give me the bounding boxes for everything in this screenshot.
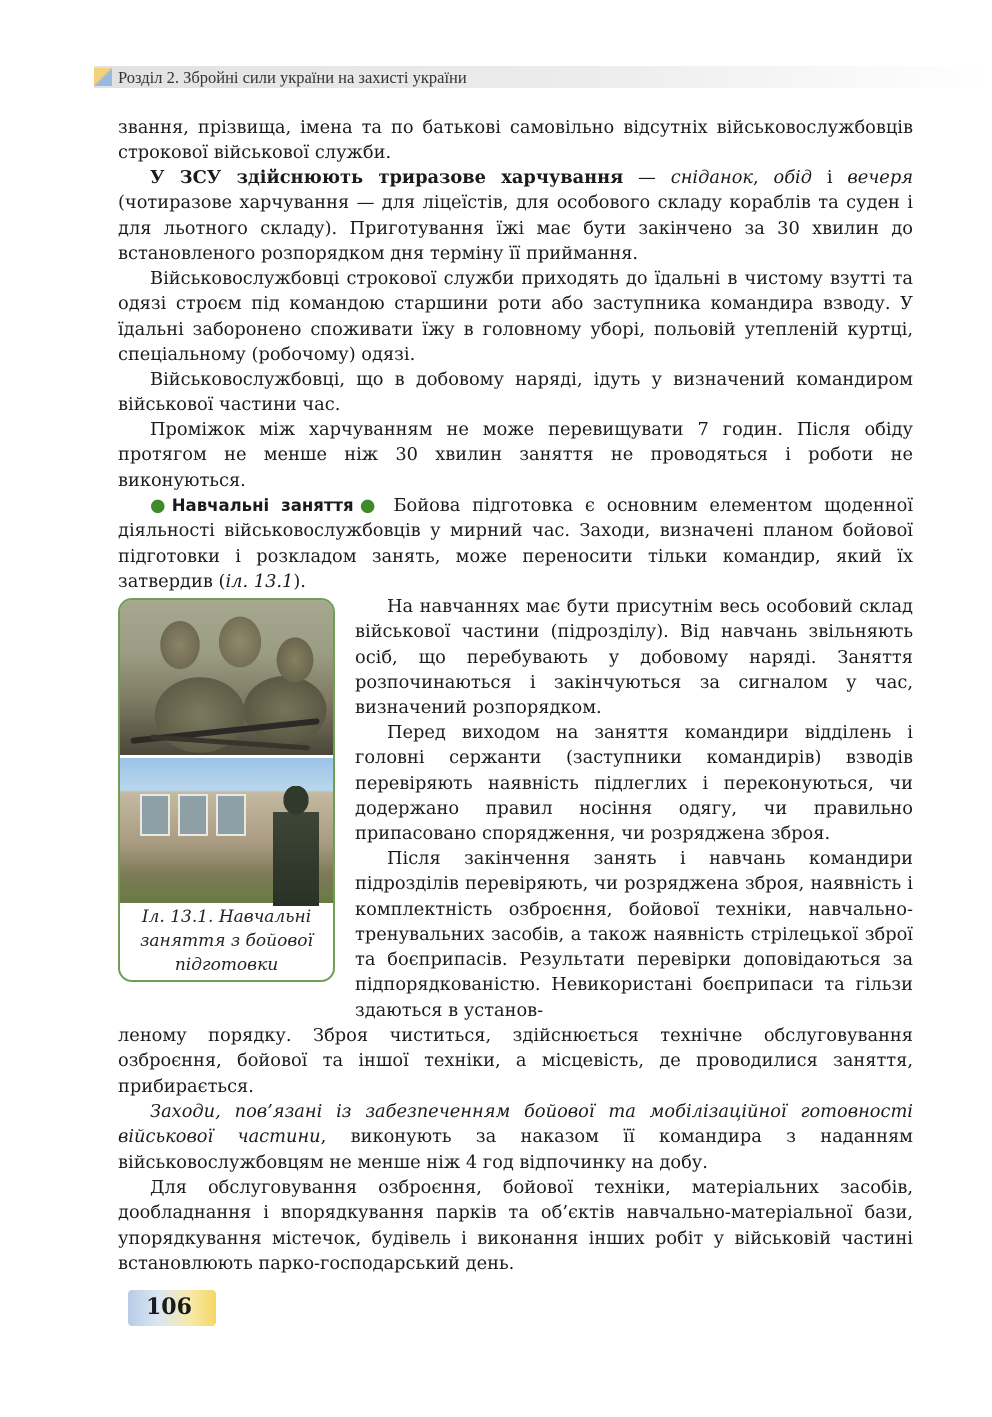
paragraph-10: Заходи, пов’язані із забезпеченням бойової та мобілізаційної готовності військової частини, виконують за наказом її командира з наданням військовослужбовцям не менше ніж 4 год відпочинку на добу. (118, 1101, 913, 1173)
running-header (94, 66, 992, 88)
bullet-icon: ● (353, 495, 382, 516)
page-number-badge (128, 1290, 216, 1326)
page-number: 106 (146, 1294, 192, 1320)
figure-reference: іл. 13.1 (225, 570, 294, 592)
soldier-figure (273, 786, 319, 906)
paragraph-8: Перед виходом на заняття командири відділень і головні сержанти (заступники командирів) взводів перевіряють наявність підлеглих і переконуються, чи додержано правил носіння одягу, чи правильно припасовано спорядження, чи розряджена зброя. (355, 722, 913, 845)
photo-soldiers-weapons (120, 600, 333, 755)
header-corner-mark (94, 68, 112, 86)
figure-caption: Іл. 13.1. Навчальні заняття з бойової підготовки (140, 907, 313, 975)
paragraph-2: У ЗСУ здійснюють триразове харчування — сніданок, обід і вечеря (чотиразове харчування — для ліцеїстів, для особового складу кораблів та суден і для льотного складу). Приготування їжі має бути закінчено за 30 хвилин до встановленого розпорядком дня терміну її приймання. (118, 167, 913, 264)
paragraph-10-italic: Заходи, пов’язані із забезпеченням бойової та мобілізаційної готовності військової частини (118, 1101, 913, 1148)
paragraph-9-start: Після закінчення занять і навчань командири підрозділів перевіряють, чи розряджена зброя, наявність і комплектність озброєння, бойової техніки, навчально-тренувальних засобів, а також наявність стрілецької зброї та боєприпасів. Результати перевірки доповідаються за підпорядкованістю. Невикористані боєприпаси та гільзи здаються в установ- (355, 848, 913, 1021)
paragraph-4: Військовослужбовці, що в добовому наряді, ідуть у визначений командиром військової частини час. (118, 369, 913, 416)
paragraph-11: Для обслуговування озброєння, бойової техніки, матеріальних засобів, дообладнання і впорядкування парків та об’єктів навчально-матеріальної бази, упорядкування містечок, будівель і виконання інших робіт у військовій частині встановлюють парко-господарський день. (118, 1177, 913, 1274)
paragraph-6: ●Навчальні заняття● Бойова підготовка є основним елементом щоденної діяльності військовослужбовців у мирний час. Заходи, визначені планом бойової підготовки і розкладом занять, може переносити тільки командир, який їх затвердив (іл. 13.1). (118, 495, 914, 592)
paragraph-2-bold: У ЗСУ здійснюють триразове харчування (150, 167, 624, 188)
paragraph-5: Проміжок між харчуванням не може перевищувати 7 годин. Після обіду протягом не менше ніж 30 хвилин заняття не проводяться і роботи не виконуються. (118, 419, 913, 491)
header-title: Розділ 2. Збройні сили україни на захисті україни (118, 68, 467, 87)
paragraph-1: звання, прізвища, імена та по батькові самовільно відсутніх військовослужбовців строкової військової служби. (118, 117, 913, 164)
paragraph-7: На навчаннях має бути присутнім весь особовий склад військової частини (підрозділу). Від навчань звільняють осіб, що перебувають у добовому наряді. Заняття розпочинаються і закінчуються за сигналом у час, визначений розпорядком. (355, 596, 913, 719)
photo-shooting-range (120, 758, 333, 903)
paragraph-3: Військовослужбовці строкової служби приходять до їдальні в чистому взутті та одязі строєм під командою старшини роти або заступника командира взводу. У їдальні заборонено споживати їжу в головному уборі, польовій утепленій куртці, спеціальному (робочому) одязі. (118, 268, 913, 365)
section-kicker: Навчальні заняття (171, 496, 354, 515)
bullet-icon: ● (150, 495, 172, 516)
paragraph-9-end: леному порядку. Зброя чиститься, здійснюється технічне обслуговування озброєння, бойової та іншої техніки, а місцевість, де проводилися заняття, прибирається. (118, 1025, 913, 1097)
figure-13-1 (118, 598, 335, 982)
